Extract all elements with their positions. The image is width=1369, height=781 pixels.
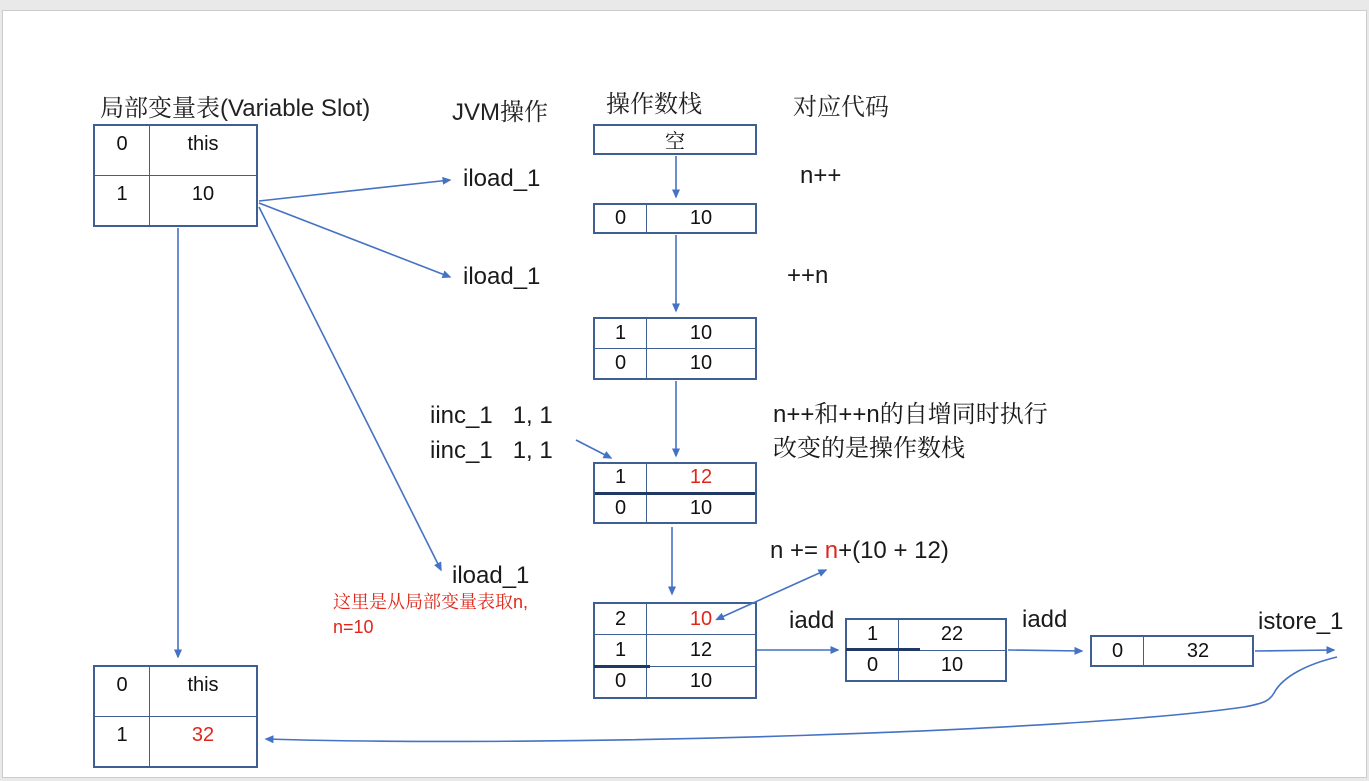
op-iload1-first: iload_1 (463, 165, 541, 192)
cell-value: 10 (689, 352, 713, 374)
stack-state-3 (593, 462, 757, 524)
cell-index: 0 (595, 495, 647, 523)
cell-index: 1 (95, 176, 150, 225)
cell-value-red: 12 (689, 466, 713, 489)
table-row (595, 319, 755, 348)
table-row (95, 667, 256, 716)
table-row (595, 348, 755, 378)
cell-index: 0 (95, 667, 150, 716)
op-iinc-line1: iinc_1 1, 1 (430, 402, 553, 429)
op-iload1-third: iload_1 (452, 562, 530, 589)
op-iinc-line2: iinc_1 1, 1 (430, 437, 553, 464)
table-row (595, 205, 755, 232)
stack-state-2 (593, 317, 757, 380)
cell-value: 10 (940, 653, 964, 676)
expr-suffix: +(10 + 12) (838, 537, 949, 564)
stack-state-6 (1090, 635, 1254, 667)
cell-index: 1 (595, 635, 647, 665)
table-row (95, 175, 256, 225)
stack-state-1 (593, 203, 757, 234)
cell-index: 0 (847, 651, 899, 681)
cell-index: 0 (95, 126, 150, 175)
table-row (847, 620, 1005, 650)
op-iload1-second: iload_1 (463, 263, 541, 290)
cell-index: 0 (1092, 637, 1144, 665)
cell-value: this (187, 674, 219, 696)
cell-index: 0 (595, 205, 647, 232)
cell-index: 0 (595, 349, 647, 378)
stack-empty-box: 空 (593, 124, 757, 155)
cell-value: 10 (689, 670, 713, 693)
cell-value: 10 (689, 496, 713, 519)
annotation-line1: 这里是从局部变量表取n, (333, 592, 529, 612)
code-note-line1: n++和++n的自增同时执行 (773, 401, 1048, 428)
cell-index: 1 (847, 620, 899, 650)
navy-divider-segment (594, 665, 650, 668)
cell-value-red: 10 (689, 607, 713, 630)
table-row (847, 650, 1005, 681)
header-operand-stack: 操作数栈 (606, 91, 702, 118)
expr-prefix: n += (770, 537, 825, 564)
cell-index: 1 (595, 464, 647, 492)
header-code: 对应代码 (793, 94, 889, 121)
annotation-red (333, 590, 528, 640)
code-note-line2: 改变的是操作数栈 (773, 435, 965, 462)
op-iadd-first: iadd (789, 607, 835, 634)
cell-value: 32 (1186, 639, 1210, 662)
cell-value: 22 (940, 623, 964, 646)
table-row (595, 634, 755, 665)
table-row (595, 666, 755, 697)
table-row (1092, 637, 1252, 665)
table-row (595, 492, 755, 523)
header-jvm-ops: JVM操作 (452, 99, 548, 126)
expr-red-n: n (824, 537, 839, 564)
cell-index: 1 (595, 319, 647, 348)
cell-index: 1 (95, 717, 150, 766)
table-row (595, 464, 755, 492)
local-var-table-top (93, 124, 258, 227)
cell-index: 0 (595, 667, 647, 697)
cell-value: this (187, 133, 219, 155)
table-row (595, 604, 755, 634)
stack-state-4 (593, 602, 757, 699)
table-row (95, 716, 256, 766)
header-local-var-table: 局部变量表(Variable Slot) (100, 95, 371, 122)
cell-index: 2 (595, 604, 647, 634)
table-row (95, 126, 256, 175)
cell-value: 10 (689, 322, 713, 344)
annotation-line2: n=10 (333, 617, 374, 637)
code-plus-plus-n: ++n (787, 262, 829, 289)
cell-value: 10 (689, 207, 713, 229)
op-istore1: istore_1 (1258, 608, 1344, 635)
op-iadd-second: iadd (1022, 606, 1068, 633)
cell-value: 10 (191, 183, 215, 205)
navy-divider-segment (846, 648, 920, 651)
local-var-table-bottom (93, 665, 258, 768)
code-expression (770, 537, 949, 565)
cell-value: 12 (689, 638, 713, 661)
code-n-plus-plus: n++ (800, 162, 842, 189)
cell-value-red: 32 (191, 724, 215, 746)
